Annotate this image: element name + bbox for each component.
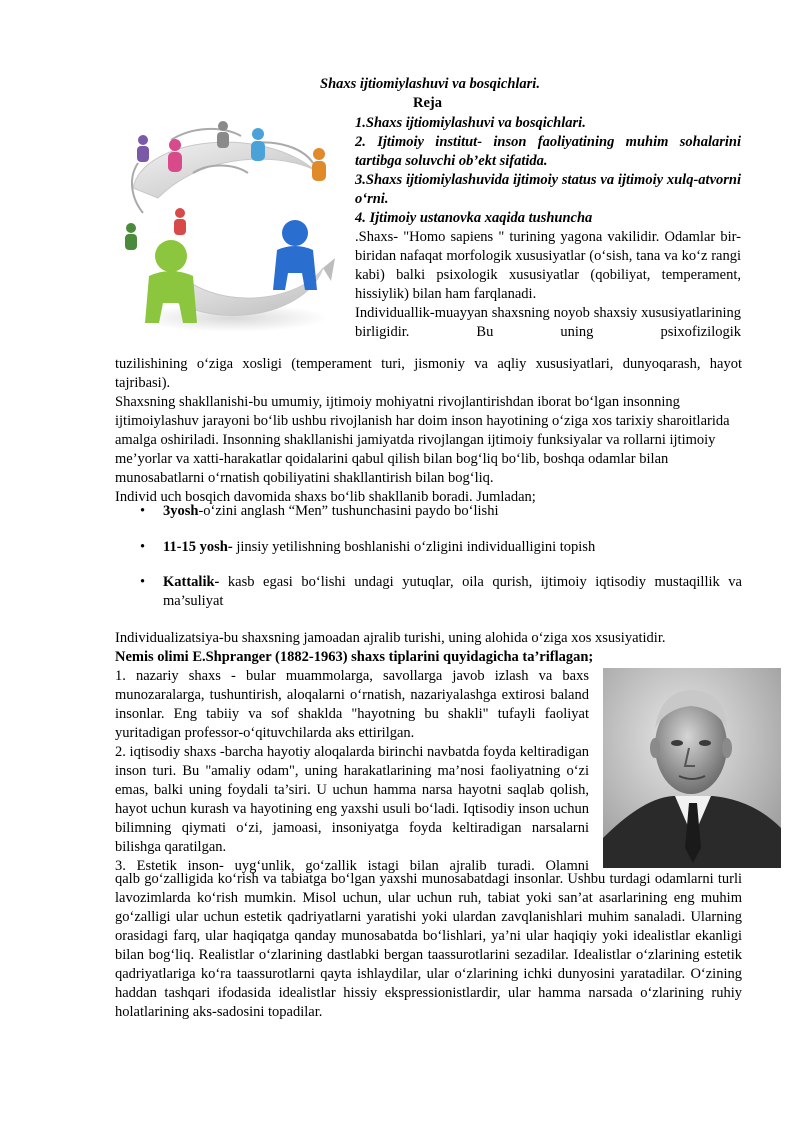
- individuality-paragraph-end: [115, 355, 742, 393]
- stages-intro-text: Individ uch bosqich davomida shaxs bo‘lib shakllanib boradi. Jumladan;: [115, 489, 536, 505]
- individualization-section: [115, 629, 742, 667]
- individuality-paragraph-text: tuzilishining o‘ziga xosligi (temperament turi, jismoniy va aqliy xususiyatlari, dunyoqarash, hayot tajribasi).: [115, 356, 742, 391]
- right-column: [355, 114, 741, 342]
- stage-text: jinsiy yetilishning boshlanishi o‘zligini individualligini topish: [232, 539, 596, 555]
- plan-item: 1.Shaxs ijtiomiylashuvi va bosqichlari.: [355, 115, 586, 131]
- stage-text: kasb egasi bo‘lishi undagi yutuqlar, oila qurish, ijtimoiy iqtisodiy mustaqillik va ma’suliyat: [163, 574, 742, 609]
- individuality-paragraph-start: Individuallik-muayyan shaxsning noyob shaxsiy xususiyatlarining birligidir. Bu uning psixofizilogik: [355, 305, 741, 340]
- stage-term: Kattalik-: [163, 574, 220, 590]
- type-aesthetic-start: 3. Estetik inson- uyg‘unlik, go‘zallik istagi bilan ajralib turadi. Olamni: [115, 858, 589, 874]
- stage-text: -o‘zini anglash “Men” tushunchasini paydo bo‘lishi: [198, 503, 499, 519]
- formation-paragraph: [115, 393, 742, 507]
- type-aesthetic-rest: qalb go‘zalligida ko‘rish va tabiatga bo‘lgan yaxshi munosabatdagi insonlar. Ushbu turdagi odamlarni turli lavozimlarda ko‘rish mumkin. Misol uchun, ular uchun ruh, tabiat yoki san’at asarlarining eng muhim go‘zalligi ular uchun estetik qadriyatlarni yaratishi yoki ulardan zavqlanishlari muhim sanaladi. Ularning orasidagi farq, ular haqiqatga qanday munosabatda bo‘lishlari, ya’ni ular haqiqiy yoki idealistlar ekanligi bilan bog‘liq. Realistlar o‘zlarining dastlabki bergan taassurotlarini sezadilar. Idealistlar o‘zlarining estetik qadriyatlariga ko‘ra taassurotlarni qayta ishlaydilar, ular o‘zlarining ichki dunyosini yaratadilar. O‘zining haddan tashqari ifodasida idealistlar hissiy ekspressionistlardir, ular hamma narsada o‘zlarining ruhiy holatlarining aks-sadosini topadilar.: [115, 871, 742, 1020]
- social-network-illustration: [113, 118, 343, 340]
- spranger-heading: Nemis olimi E.Shpranger (1882-1963) shaxs tiplarini quyidagicha ta’riflagan;: [115, 649, 594, 665]
- document-title: Shaxs ijtiomiylashuvi va bosqichlari.: [320, 76, 540, 92]
- personality-types-wrapped: [115, 667, 589, 876]
- bullet-icon: •: [140, 539, 146, 555]
- plan-list: [355, 114, 741, 228]
- type-economic: 2. iqtisodiy shaxs -barcha hayotiy aloqalarda birinchi navbatda foyda keltiradigan inson turi. Bu "amaliy odam", uning harakatlarining ma’nosi faoliyatning o‘zi emas, balki uning foydali ta’siri. U uchun hamma narsa hayotni saqlab qolish, hayot uchun kurash va hayotining eng yaxshi usuli bo‘ladi. Iqtisodiy inson uchun bilimning qiymati o‘zi, jamoasi, insoniyatga foyda keltiradigan narsalarni bilishga qaratilgan.: [115, 744, 589, 855]
- individualization-text: Individualizatsiya-bu shaxsning jamoadan ajralib turishi, uning alohida o‘ziga xos xsusiyatidir.: [115, 630, 666, 646]
- plan-item: 4. Ijtimoiy ustanovka xaqida tushuncha: [355, 210, 593, 226]
- intro-paragraph: .Shaxs- "Homo sapiens " turining yagona vakilidir. Odamlar bir-biridan nafaqat morfologik xususiyatlar (o‘sish, tana va ko‘z rangi kabi) balki psixologik xususiyatlar (qobiliyat, temperament, hissiylik) bilan ham farqlanadi.: [355, 229, 741, 302]
- type-theoretical: 1. nazariy shaxs - bular muammolarga, savollarga javob izlash va baxs munozaralarga, tushuntirish, aloqalarni o‘rnatish, nazariyalashga extirosi baland insonlar. Eng tabiiy va sof shaklda "hayotning bu shakli" tufayli faoliyat yuritadigan professor-o‘qituvchilarda aks ettirilgan.: [115, 668, 589, 741]
- bullet-icon: •: [140, 503, 146, 519]
- plan-heading: Reja: [413, 95, 442, 111]
- bullet-icon: •: [140, 574, 146, 590]
- stage-term: 3yosh: [163, 503, 199, 519]
- spranger-portrait: [603, 668, 781, 868]
- formation-text: Shaxsning shakllanishi-bu umumiy, ijtimoiy mohiyatni rivojlantirishdan iborat bo‘lgan insonning ijtimoiylashuv jarayoni bo‘lib ushbu rivojlanish har doim inson hayotining o‘ziga xos tarixiy sharoitlarida amalga oshiriladi. Insonning shakllanishi jamiyatda rivojlangan ijtimoiy funksiyalar va rollarni ijtimoiy me’yorlar va xatti-harakatlar qoidalarini qabul qilish bilan bog‘liq bo‘lib, boshqa odamlar bilan munosabatlarni o‘rnatish qobiliyatini shakllantirish bilan bog‘liq.: [115, 394, 730, 486]
- plan-item: 2. Ijtimoiy institut- inson faoliyatining muhim sohalarini tartibga soluvchi ob’ekt sifatida.: [355, 134, 741, 169]
- plan-item: 3.Shaxs ijtiomiylashuvida ijtimoiy status va ijtimoiy xulq-atvorni o‘rni.: [355, 172, 741, 207]
- stage-term: 11-15 yosh-: [163, 539, 233, 555]
